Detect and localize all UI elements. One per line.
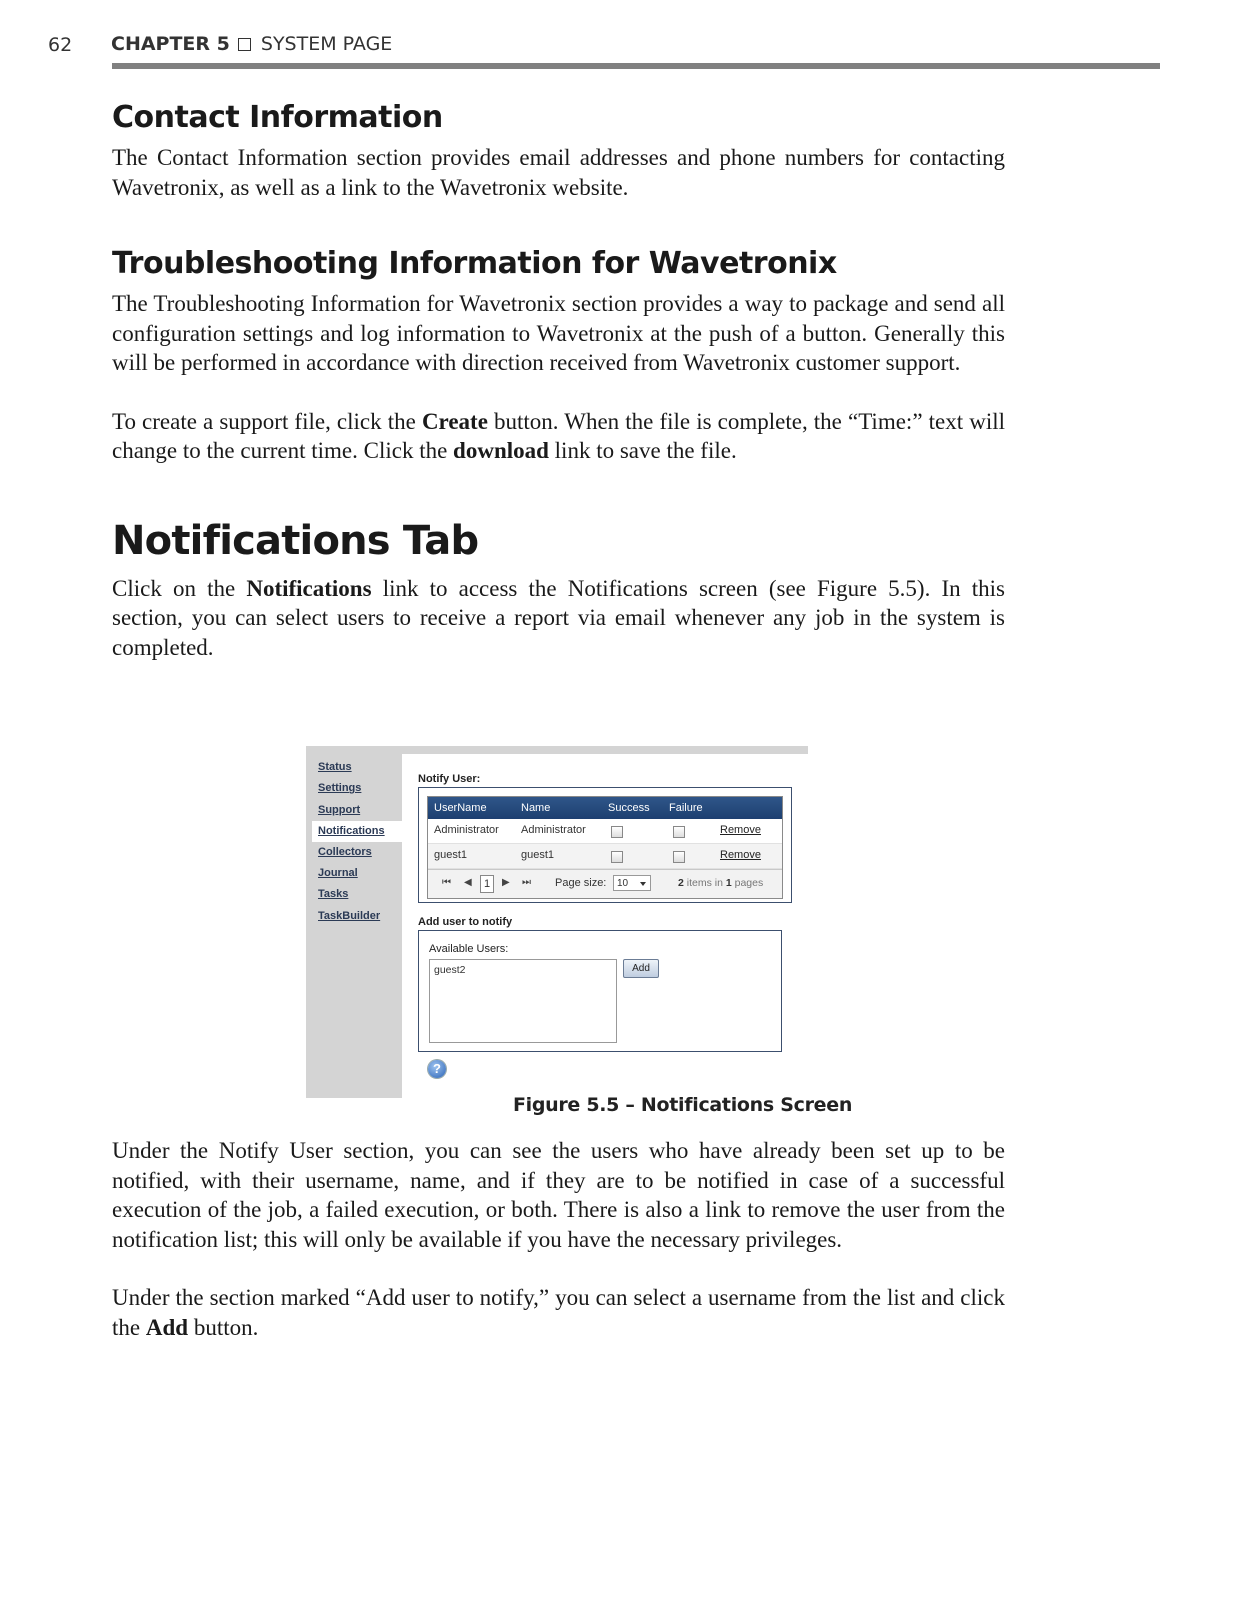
header-rule [112, 63, 1160, 69]
remove-link[interactable]: Remove [720, 824, 761, 836]
current-page-input[interactable]: 1 [480, 875, 494, 893]
row-name: guest1 [521, 849, 555, 861]
add-user-panel [418, 930, 782, 1052]
notify-user-grid [427, 796, 783, 899]
page-size-label: Page size: [555, 877, 607, 889]
chapter-heading [111, 33, 392, 55]
first-page-icon[interactable]: ⏮ [442, 877, 451, 888]
figure-caption: Figure 5.5 – Notifications Screen [512, 1094, 853, 1116]
chapter-title: SYSTEM PAGE [260, 33, 393, 55]
page-header [48, 33, 1160, 73]
last-page-icon[interactable]: ⏭ [522, 877, 531, 888]
notify-user-description: Under the Notify User section, you can see the users who have already been set up to be notified, with their username, name, and if they are to be notified in case of a successful execution of the job, a failed execution, or both. There is also a link to remove the user from the notification list; this will only be available if you have the necessary privileges. [112, 1138, 1005, 1252]
table-row [428, 844, 782, 869]
available-users-list[interactable] [429, 959, 617, 1043]
failure-checkbox[interactable] [673, 826, 685, 838]
nav-collectors[interactable]: Collectors [318, 845, 372, 858]
add-user-label: Add user to notify [418, 916, 513, 928]
page-size-select[interactable]: 10 [613, 875, 651, 891]
contact-heading: Contact Information [112, 100, 443, 135]
col-failure[interactable]: Failure [669, 802, 703, 814]
nav-status[interactable]: Status [318, 761, 352, 773]
grid-pager [428, 869, 782, 898]
figure-nav [318, 760, 410, 930]
nav-tasks[interactable]: Tasks [318, 888, 349, 901]
nav-taskbuilder[interactable]: TaskBuilder [318, 909, 381, 922]
prev-page-icon[interactable]: ◀ [464, 877, 472, 888]
page-content-after-figure [112, 1136, 1005, 1342]
col-name[interactable]: Name [521, 802, 551, 814]
help-icon[interactable]: ? [428, 1060, 446, 1078]
troubleshooting-heading: Troubleshooting Information for Wavetronix [112, 246, 837, 281]
col-success[interactable]: Success [608, 802, 650, 814]
success-checkbox[interactable] [611, 851, 623, 863]
figure-top-bar [402, 746, 808, 754]
chapter-label: CHAPTER 5 [111, 33, 230, 55]
nav-settings[interactable]: Settings [318, 782, 362, 795]
items-info: 2 items in 1 pages [678, 877, 764, 889]
success-checkbox[interactable] [611, 826, 623, 838]
troubleshooting-paragraph-1: The Troubleshooting Information for Wavetronix section provides a way to package and send all configuration settings and log information to Wavetronix at the push of a button. Generally this will be performed in accordance with direction received from Wavetronix customer support. [112, 291, 1005, 375]
nav-support[interactable]: Support [318, 803, 361, 816]
notifications-paragraph: Click on the Notifications link to access the Notifications screen (see Figure 5.5). In this section, you can select users to receive a report via email whenever any job in the system is completed. [112, 575, 1006, 660]
grid-header [428, 797, 782, 819]
notifications-screenshot [306, 746, 808, 1098]
remove-link[interactable]: Remove [720, 849, 761, 861]
failure-checkbox[interactable] [673, 851, 685, 863]
row-username: Administrator [434, 824, 499, 836]
add-user-description: Under the section marked “Add user to notify,” you can select a username from the list and click the Add button. [112, 1285, 1005, 1340]
col-username[interactable]: UserName [434, 802, 487, 814]
nav-notifications[interactable]: Notifications [312, 821, 410, 842]
square-separator-icon [238, 38, 251, 51]
available-users-label: Available Users: [429, 943, 509, 955]
notify-user-panel [418, 787, 792, 903]
contact-paragraph: The Contact Information section provides email addresses and phone numbers for contacting Wavetronix, as well as a link to the Wavetronix website. [112, 145, 1005, 200]
notifications-heading: Notifications Tab [112, 517, 479, 564]
table-row [428, 819, 782, 844]
row-username: guest1 [434, 849, 468, 861]
figure-sidebar [306, 746, 402, 1098]
nav-journal[interactable]: Journal [318, 867, 358, 880]
add-button[interactable]: Add [623, 959, 659, 978]
list-item[interactable]: guest2 [434, 964, 466, 976]
row-name: Administrator [521, 824, 586, 836]
page-number: 62 [48, 34, 73, 56]
troubleshooting-paragraph-2: To create a support file, click the Create button. When the file is complete, the “Time:” text will change to the current time. Click the download link to save the file. [112, 408, 1005, 463]
page-content [112, 100, 1005, 662]
next-page-icon[interactable]: ▶ [502, 877, 510, 888]
notify-user-label: Notify User: [418, 773, 481, 785]
